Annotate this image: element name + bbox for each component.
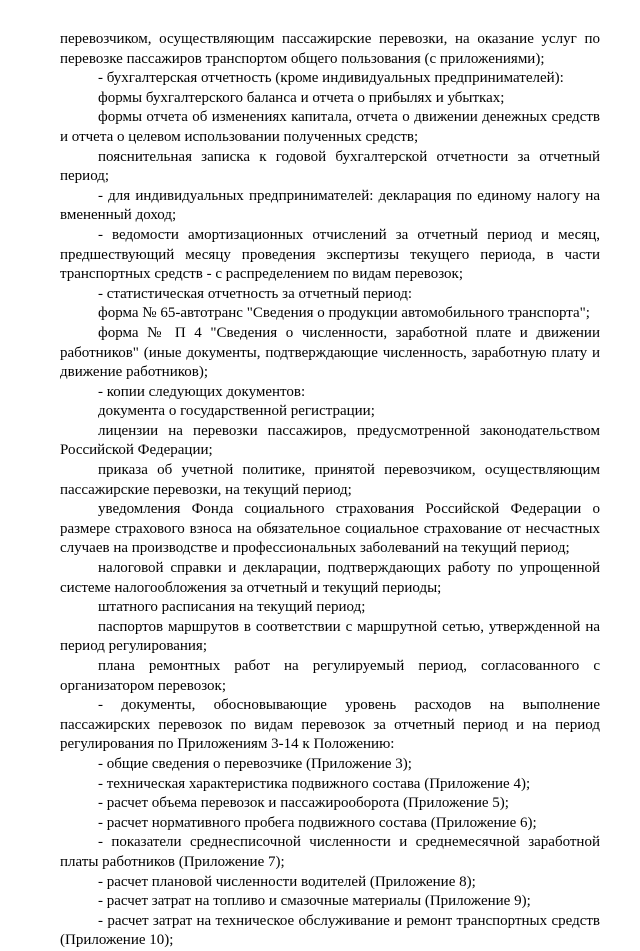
paragraph-tax-certificate: налоговой справки и декларации, подтверждающих работу по упрощенной системе налогообложения за отчетный и текущий периоды; xyxy=(60,560,600,596)
paragraph-explanatory-note: пояснительная записка к годовой бухгалтерской отчетности за отчетный период; xyxy=(60,148,600,185)
paragraph-staff-schedule: штатного расписания на текущий период; xyxy=(98,599,366,616)
paragraph-statistics: - статистическая отчетность за отчетный период: xyxy=(98,285,413,302)
paragraph-continuation: перевозчиком, осуществляющим пассажирские перевозки, на оказание услуг по перевозке пассажиров транспортом общего пользования (с приложениями); xyxy=(60,31,600,67)
paragraph-accounting-policy: приказа об учетной политике, принятой перевозчиком, осуществляющим пассажирские перевозки, на текущий период; xyxy=(60,462,600,498)
paragraph-appendix-6: - расчет нормативного пробега подвижного состава (Приложение 6); xyxy=(98,814,537,831)
paragraph-appendix-9: - расчет затрат на топливо и смазочные материалы (Приложение 9); xyxy=(98,893,531,910)
paragraph-appendix-10: - расчет затрат на техническое обслуживание и ремонт транспортных средств (Приложение 10); xyxy=(60,912,600,949)
paragraph-sole-proprietors: - для индивидуальных предпринимателей: декларация по единому налогу на вмененный доход; xyxy=(60,187,600,224)
paragraph-depreciation: - ведомости амортизационных отчислений за отчетный период и месяц, предшествующий месяцу проведения экспертизы текущего периода, в части транспортных средств - с распределением по видам перевозок; xyxy=(60,226,600,283)
paragraph-appendix-7: - показатели среднесписочной численности и среднемесячной заработной платы работников (Приложение 7); xyxy=(60,834,600,870)
paragraph-appendix-3: - общие сведения о перевозчике (Приложение 3); xyxy=(98,755,412,772)
paragraph-appendix-8: - расчет плановой численности водителей (Приложение 8); xyxy=(98,873,476,890)
paragraph-form-65: форма № 65-автотранс "Сведения о продукции автомобильного транспорта"; xyxy=(98,305,590,322)
paragraph-copies: - копии следующих документов: xyxy=(98,383,306,400)
paragraph-cost-documents: - документы, обосновывающие уровень расходов на выполнение пассажирских перевозок по видам перевозок за отчетный период и на период регулирования по Приложениям 3-14 к Положению: xyxy=(60,697,600,753)
paragraph-registration: документа о государственной регистрации; xyxy=(98,403,375,420)
paragraph-route-passports: паспортов маршрутов в соответствии с маршрутной сетью, утвержденной на период регулирования; xyxy=(60,618,600,655)
paragraph-capital-forms: формы отчета об изменениях капитала, отчета о движении денежных средств и отчета о целевом использовании полученных средств; xyxy=(60,109,600,145)
paragraph-appendix-5: - расчет объема перевозок и пассажирооборота (Приложение 5); xyxy=(98,795,509,812)
paragraph-accounting-reports: - бухгалтерская отчетность (кроме индивидуальных предпринимателей): xyxy=(98,70,564,87)
paragraph-appendix-4: - техническая характеристика подвижного состава (Приложение 4); xyxy=(98,775,531,792)
paragraph-repair-plan: плана ремонтных работ на регулируемый период, согласованного с организатором перевозок; xyxy=(60,658,600,694)
paragraph-form-p4: форма № П 4 "Сведения о численности, заработной плате и движении работников" (иные документы, подтверждающие численность, заработную плату и движение работников); xyxy=(60,324,600,381)
paragraph-balance-forms: формы бухгалтерского баланса и отчета о прибылях и убытках; xyxy=(98,89,505,106)
paragraph-license: лицензии на перевозки пассажиров, предусмотренной законодательством Российской Федерации; xyxy=(60,422,600,459)
paragraph-social-insurance: уведомления Фонда социального страхования Российской Федерации о размере страхового взноса на обязательное социальное страхование от несчастных случаев на производстве и профессиональных заболеваний на текущий период; xyxy=(60,501,600,557)
